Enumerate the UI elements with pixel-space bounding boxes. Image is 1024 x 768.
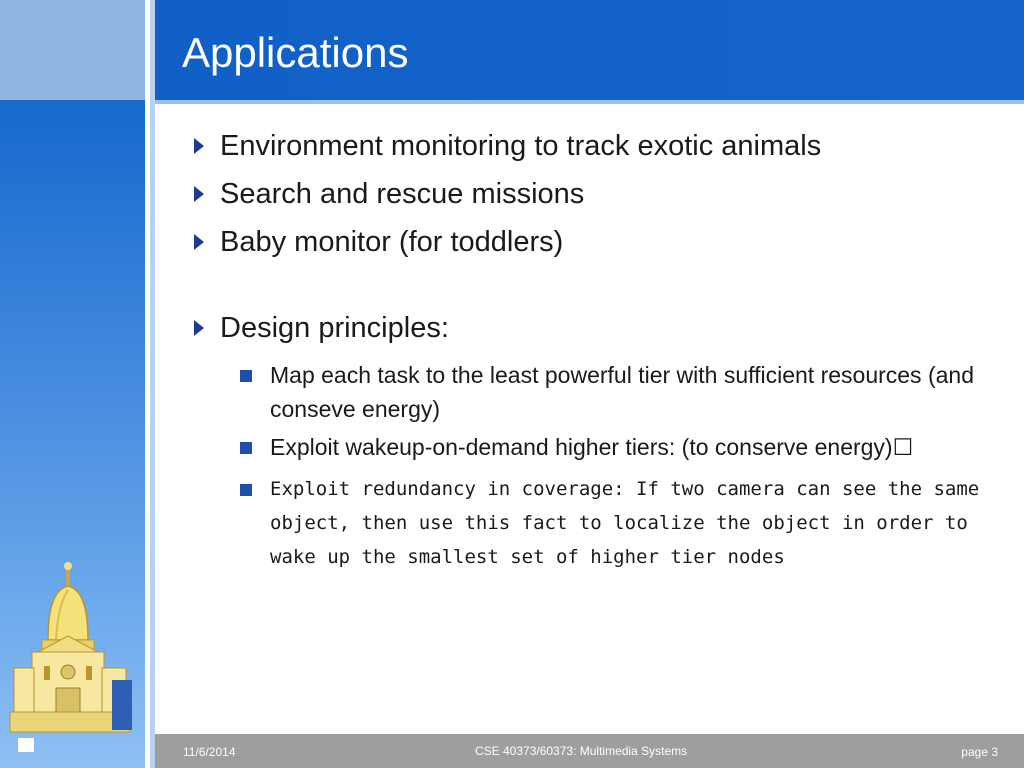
slide-content (190, 128, 990, 578)
sub-bullet-item (190, 472, 990, 574)
sub-bullet-text: Exploit wakeup-on-demand higher tiers: (to conserve energy)☐ (270, 434, 914, 460)
bullet-item-design (190, 310, 990, 346)
sub-bullet-item (190, 358, 990, 426)
sidebar-stripe-light (150, 0, 155, 768)
sub-bullet-text: Exploit redundancy in coverage: If two camera can see the same object, then use this fact to localize the object in order to wake up the smallest set of higher tier nodes (270, 478, 980, 568)
triangle-right-icon (194, 186, 204, 202)
bullet-text: Baby monitor (for toddlers) (220, 226, 564, 258)
spacer (190, 272, 990, 310)
footer-date: 11/6/2014 (183, 745, 236, 759)
triangle-right-icon (194, 320, 204, 336)
triangle-right-icon (194, 138, 204, 154)
golden-dome-icon (8, 560, 133, 740)
footer-page-number: page 3 (961, 745, 998, 759)
design-heading: Design principles: (220, 312, 449, 344)
footer (155, 734, 1024, 768)
bullet-item (190, 128, 990, 164)
bullet-item (190, 176, 990, 212)
square-icon (240, 442, 252, 454)
bullet-text: Search and rescue missions (220, 178, 585, 210)
bullet-text: Environment monitoring to track exotic animals (220, 130, 822, 162)
sidebar-top-block (0, 0, 145, 100)
sub-bullet-text: Map each task to the least powerful tier with sufficient resources (and conseve energy) (270, 362, 974, 422)
sub-bullet-item (190, 430, 990, 464)
footer-course: CSE 40373/60373: Multimedia Systems (475, 744, 688, 758)
square-icon (240, 484, 252, 496)
bullet-item (190, 224, 990, 260)
square-icon (240, 370, 252, 382)
slide-title: Applications (182, 29, 409, 76)
sidebar-marker (18, 738, 34, 752)
title-bar-underline (155, 100, 1024, 104)
triangle-right-icon (194, 234, 204, 250)
